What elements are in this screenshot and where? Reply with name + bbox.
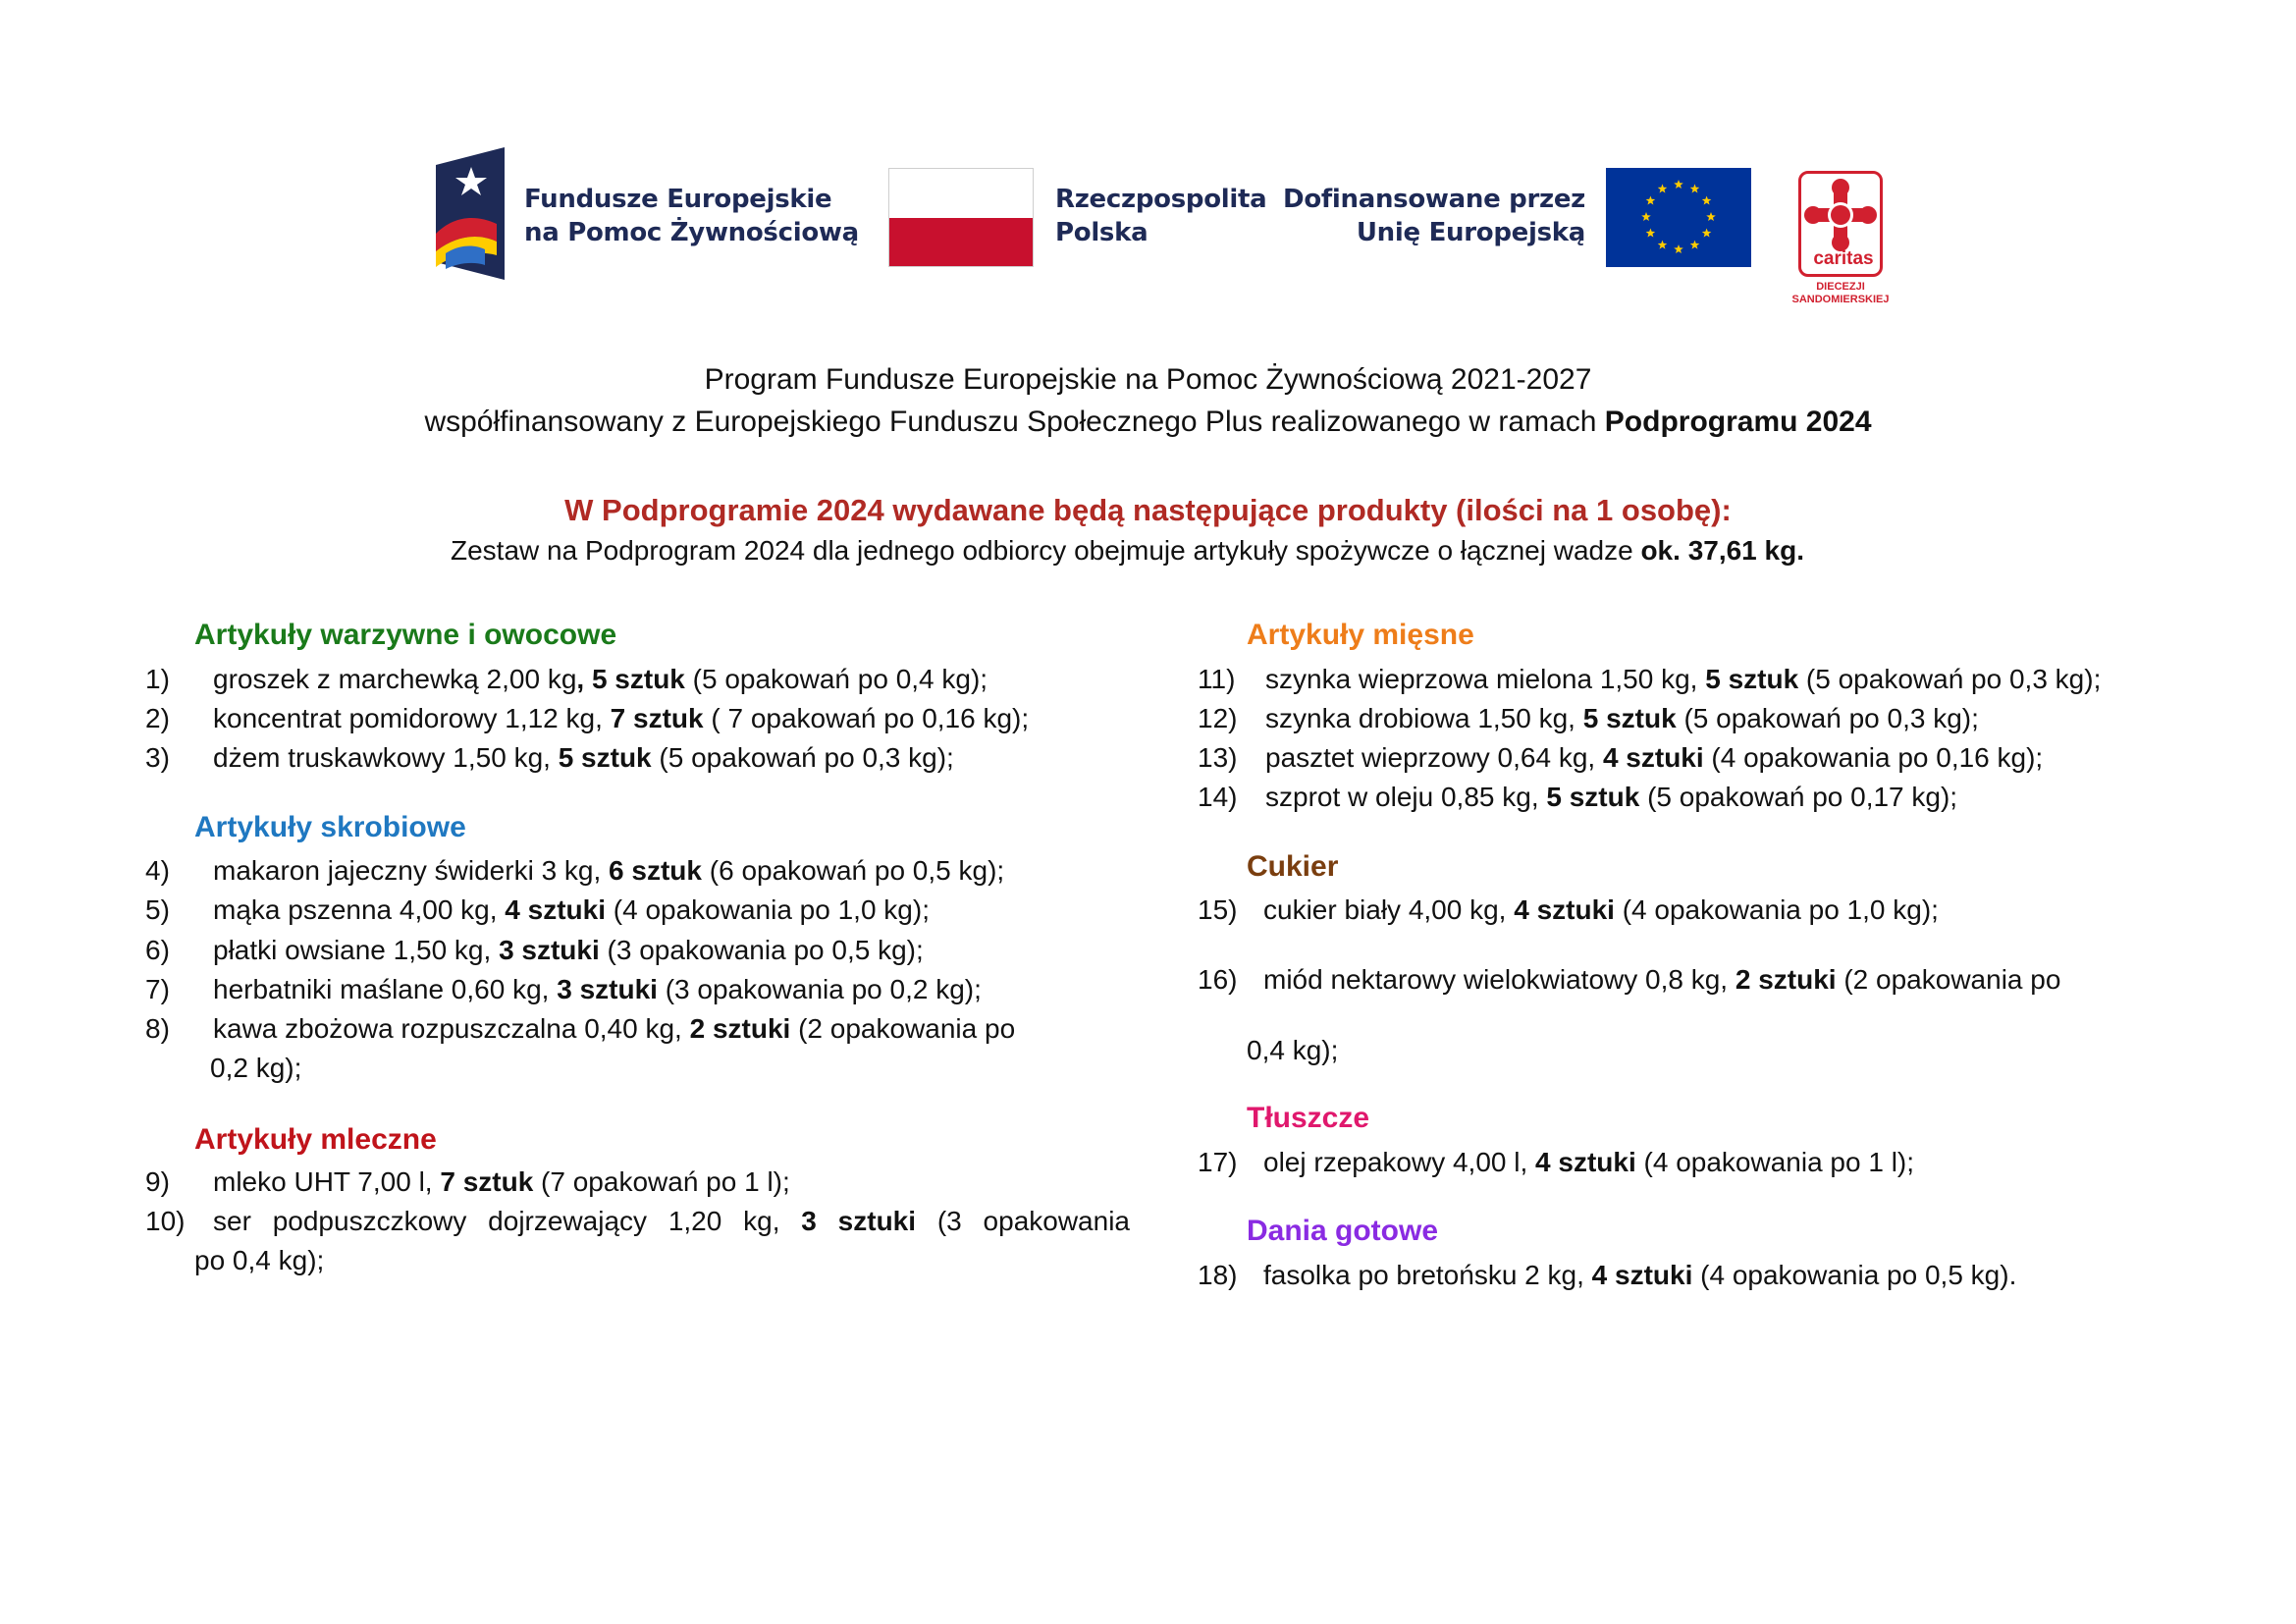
feu-line2: na Pomoc Żywnościową	[524, 218, 859, 247]
item-detail: (3 opakowania	[916, 1206, 1130, 1236]
item-number: 3)	[145, 742, 170, 773]
item-detail: (5 opakowań po 0,3 kg);	[651, 742, 954, 773]
list-item	[213, 935, 924, 966]
item-number: 14)	[1198, 782, 1238, 812]
eu-star	[1674, 180, 1683, 189]
item-quantity: , 5 sztuk	[576, 664, 685, 694]
item-detail: (5 opakowań po 0,3 kg);	[1798, 664, 2102, 694]
list-item	[213, 1166, 790, 1198]
item-quantity: 5 sztuk	[1582, 703, 1677, 733]
list-item	[1265, 664, 2101, 695]
item-detail: (2 opakowania po	[790, 1013, 1016, 1044]
item-detail: (5 opakowań po 0,17 kg);	[1639, 782, 1958, 812]
section-title-mleczne: Artykuły mleczne	[194, 1123, 437, 1156]
item-number: 18)	[1198, 1260, 1238, 1290]
item-text: płatki owsiane 1,50 kg,	[213, 935, 500, 965]
item-detail: (4 opakowania po 1,0 kg);	[1614, 894, 1939, 925]
item-detail: ( 7 opakowań po 0,16 kg);	[703, 703, 1030, 733]
eu-star	[1658, 184, 1668, 192]
eu-star	[1702, 196, 1712, 205]
caritas-subtitle	[1775, 281, 1906, 306]
item-text: szynka drobiowa 1,50 kg,	[1265, 703, 1583, 733]
item-detail: (4 opakowania po 1,0 kg);	[606, 894, 930, 925]
item-number: 17)	[1198, 1147, 1238, 1177]
item-text: olej rzepakowy 4,00 l,	[1263, 1147, 1536, 1177]
item-text: pasztet wieprzowy 0,64 kg,	[1265, 742, 1603, 773]
program-subtitle	[0, 406, 2296, 439]
item-continuation: po 0,4 kg);	[194, 1245, 325, 1275]
item-quantity: 2 sztuki	[689, 1013, 791, 1044]
eu-star	[1646, 196, 1656, 205]
eu-flag-icon	[1606, 168, 1751, 267]
eu-star	[1658, 241, 1668, 249]
item-quantity: 4 sztuki	[1514, 894, 1615, 925]
item-detail: (7 opakowań po 1 l);	[533, 1166, 790, 1197]
item-text: herbatniki maślane 0,60 kg,	[213, 974, 558, 1004]
item-text: mąka pszenna 4,00 kg,	[213, 894, 506, 925]
item-quantity: 5 sztuk	[1546, 782, 1640, 812]
item-detail: (3 opakowania po 0,5 kg);	[599, 935, 924, 965]
eu-line2: Unię Europejską	[1356, 218, 1585, 247]
item-quantity: 2 sztuki	[1735, 964, 1837, 995]
polish-flag-icon	[888, 168, 1034, 267]
item-quantity: 3 sztuki	[801, 1206, 917, 1236]
list-item	[1263, 894, 1939, 926]
section-title-miesne: Artykuły mięsne	[1247, 619, 1474, 651]
caritas-word: caritas	[1813, 248, 1874, 269]
item-detail: (5 opakowań po 0,4 kg);	[684, 664, 988, 694]
item-number: 4)	[145, 855, 170, 886]
item-number: 2)	[145, 703, 170, 733]
program-title: Program Fundusze Europejskie na Pomoc Żywnościową 2021-2027	[704, 363, 1592, 396]
item-number: 7)	[145, 974, 170, 1004]
pl-line1: Rzeczpospolita	[1055, 185, 1267, 214]
list-item	[213, 742, 954, 774]
caritas-badge	[1798, 171, 1883, 277]
section-title-dania: Dania gotowe	[1247, 1215, 1439, 1247]
eu-stars-icon	[1606, 168, 1751, 267]
caritas-sub1: DIECEZJI	[1816, 281, 1865, 293]
item-text: makaron jajeczny świderki 3 kg,	[213, 855, 610, 886]
rzeczpospolita-logo-text	[1055, 183, 1266, 249]
item-text: koncentrat pomidorowy 1,12 kg,	[213, 703, 611, 733]
products-heading: W Podprogramie 2024 wydawane będą następujące produkty (ilości na 1 osobę):	[564, 493, 1732, 527]
item-text: szprot w oleju 0,85 kg,	[1265, 782, 1547, 812]
item-text: mleko UHT 7,00 l,	[213, 1166, 441, 1197]
list-item	[1265, 742, 2043, 774]
item-detail: (4 opakowania po 0,16 kg);	[1703, 742, 2044, 773]
item-continuation: 0,2 kg);	[210, 1053, 302, 1083]
item-number: 10)	[145, 1206, 186, 1236]
fundusze-europejskie-logo-icon	[436, 147, 505, 280]
item-detail: (4 opakowania po 1 l);	[1635, 1147, 1915, 1177]
caritas-sub2: SANDOMIERSKIEJ	[1791, 294, 1890, 305]
item-quantity: 4 sztuki	[1591, 1260, 1693, 1290]
eu-line1: Dofinansowane przez	[1283, 185, 1585, 214]
item-detail: (5 opakowań po 0,3 kg);	[1676, 703, 1979, 733]
item-number: 8)	[145, 1013, 170, 1044]
eu-star	[1646, 229, 1656, 238]
list-item	[213, 974, 982, 1005]
item-number: 11)	[1198, 664, 1236, 694]
eu-star	[1690, 184, 1700, 192]
item-text: szynka wieprzowa mielona 1,50 kg,	[1265, 664, 1706, 694]
logo-bar	[0, 0, 2296, 334]
list-item	[213, 1013, 1015, 1045]
eu-cofinancing-text	[1266, 183, 1585, 249]
list-item	[213, 855, 1004, 887]
item-text: miód nektarowy wielokwiatowy 0,8 kg,	[1263, 964, 1735, 995]
program-subtitle-text: współfinansowany z Europejskiego Funduszu Społecznego Plus realizowanego w ramach	[424, 406, 1605, 438]
item-text: dżem truskawkowy 1,50 kg,	[213, 742, 559, 773]
list-item	[1263, 964, 2060, 996]
item-detail: (2 opakowania po	[1836, 964, 2061, 995]
item-number: 13)	[1198, 742, 1238, 773]
list-item	[213, 1206, 1130, 1237]
section-title-tluszcze: Tłuszcze	[1247, 1102, 1370, 1134]
weight-summary-bold: ok. 37,61 kg.	[1640, 535, 1804, 566]
item-number: 1)	[145, 664, 170, 694]
program-subtitle-bold: Podprogramu 2024	[1604, 406, 1872, 438]
item-quantity: 7 sztuk	[440, 1166, 534, 1197]
item-text: groszek z marchewką 2,00 kg	[213, 664, 577, 694]
pl-line2: Polska	[1055, 218, 1148, 247]
eu-star	[1690, 241, 1700, 249]
item-number: 5)	[145, 894, 170, 925]
eu-star	[1702, 229, 1712, 238]
caritas-cross-icon	[1801, 176, 1880, 254]
feu-line1: Fundusze Europejskie	[524, 185, 832, 214]
list-item	[213, 664, 988, 695]
eu-star	[1674, 244, 1683, 253]
item-text: ser podpuszczkowy dojrzewający 1,20 kg,	[213, 1206, 802, 1236]
fundusze-europejskie-logo-text	[524, 183, 859, 249]
item-quantity: 3 sztuki	[557, 974, 658, 1004]
list-item	[1265, 703, 1979, 734]
list-item	[1265, 782, 1957, 813]
item-quantity: 3 sztuki	[499, 935, 600, 965]
list-item	[1263, 1147, 1914, 1178]
item-detail: (3 opakowania po 0,2 kg);	[657, 974, 982, 1004]
item-number: 15)	[1198, 894, 1238, 925]
item-quantity: 5 sztuk	[1705, 664, 1799, 694]
eu-star	[1706, 212, 1716, 221]
list-item	[1263, 1260, 2016, 1291]
item-number: 6)	[145, 935, 170, 965]
item-quantity: 4 sztuki	[505, 894, 606, 925]
list-item	[213, 703, 1029, 734]
item-quantity: 7 sztuk	[610, 703, 704, 733]
item-continuation: 0,4 kg);	[1247, 1035, 1339, 1065]
item-detail: (4 opakowania po 0,5 kg).	[1692, 1260, 2017, 1290]
item-quantity: 5 sztuk	[558, 742, 652, 773]
item-number: 9)	[145, 1166, 170, 1197]
list-item	[213, 894, 930, 926]
section-title-warzywne: Artykuły warzywne i owocowe	[194, 619, 617, 651]
item-text: cukier biały 4,00 kg,	[1263, 894, 1515, 925]
item-quantity: 4 sztuki	[1602, 742, 1704, 773]
item-text: fasolka po bretońsku 2 kg,	[1263, 1260, 1592, 1290]
section-title-skrobiowe: Artykuły skrobiowe	[194, 811, 466, 843]
item-detail: (6 opakowań po 0,5 kg);	[701, 855, 1005, 886]
item-quantity: 4 sztuki	[1535, 1147, 1636, 1177]
item-number: 16)	[1198, 964, 1238, 995]
item-quantity: 6 sztuk	[609, 855, 702, 886]
weight-summary-text: Zestaw na Podprogram 2024 dla jednego odbiorcy obejmuje artykuły spożywcze o łącznej wadze	[451, 535, 1641, 566]
item-text: kawa zbożowa rozpuszczalna 0,40 kg,	[213, 1013, 690, 1044]
item-number: 12)	[1198, 703, 1238, 733]
weight-summary	[451, 535, 1804, 567]
eu-star	[1641, 212, 1651, 221]
section-title-cukier: Cukier	[1247, 850, 1339, 883]
